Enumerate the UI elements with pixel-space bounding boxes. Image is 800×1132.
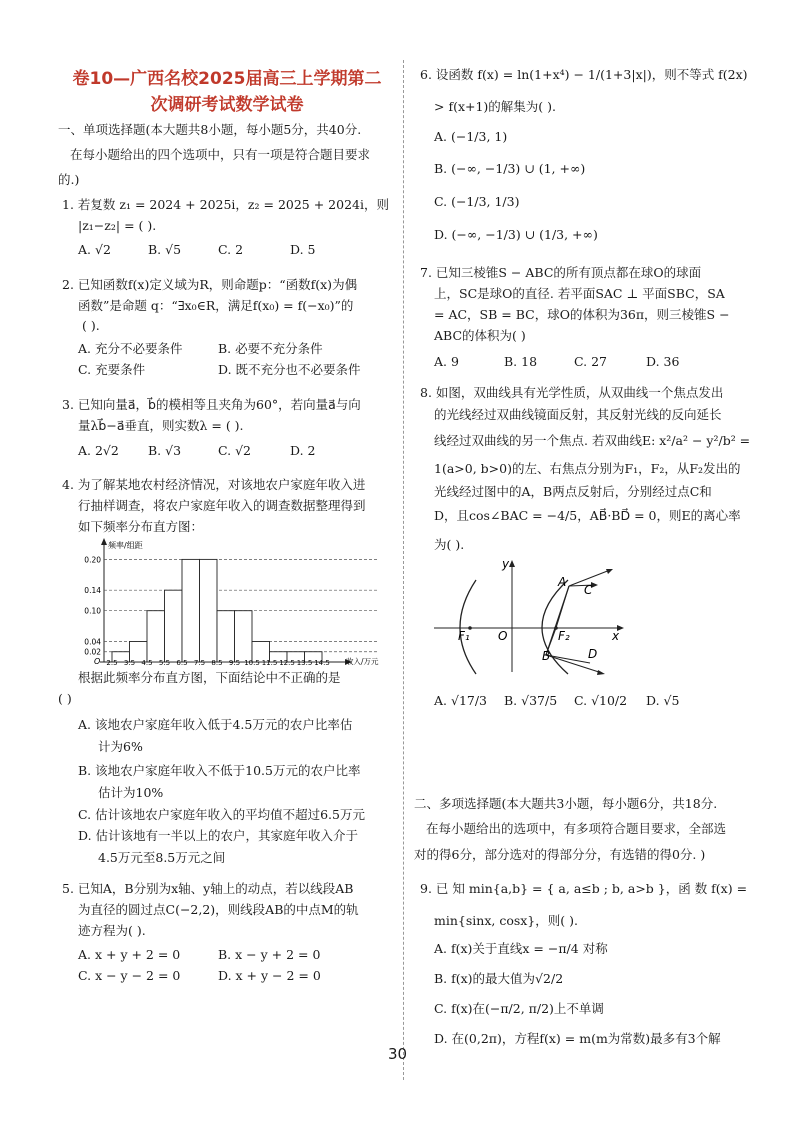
histogram-xtick-label: 6.5 [176, 659, 188, 667]
q9-stem-line1: 9. 已 知 min{a,b} = { a, a≤b ; b, a>b }，函 数 f(x) = [420, 881, 748, 896]
section2-header-line3: 对的得6分，部分选对的得部分分，有选错的得0分. ) [414, 847, 706, 862]
histogram-ytick-label: 0.14 [84, 586, 101, 596]
q8-stem-line7: 为( ). [434, 537, 465, 552]
q3-stem-line1: 3. 已知向量a⃗，b⃗的模相等且夹角为60°，若向量a⃗与向 [62, 397, 361, 412]
q8-stem-line2: 的光线经过双曲线镜面反射，其反射光线的反向延长 [434, 407, 722, 422]
q4-option-a-line2: 计为6% [98, 739, 143, 754]
section1-header-line3: 的.) [58, 172, 80, 187]
q4-stem-line1: 4. 为了解某地农村经济情况，对该地农户家庭年收入进 [62, 477, 366, 492]
q2-stem-line3: ( ). [82, 318, 100, 333]
hyperbola-figure [430, 556, 630, 676]
q5-stem-line3: 迹方程为( ). [78, 923, 146, 938]
q4-after-text: 根据此频率分布直方图，下面结论中不正确的是 [78, 670, 341, 685]
section2-header-line1: 二、多项选择题(本大题共3小题，每小题6分，共18分. [414, 796, 718, 811]
q4-answer-paren: ( ) [58, 691, 72, 706]
q8-option-d: D. √5 [646, 693, 680, 708]
q8-option-a: A. √17/3 [434, 693, 488, 708]
q3-stem-line2: 量λb⃗−a⃗垂直，则实数λ = ( ). [78, 418, 244, 433]
q5-option-b: B. x − y + 2 = 0 [218, 947, 321, 962]
histogram-xtick-label: 2.5 [106, 659, 118, 667]
q8-stem-line1: 8. 如图，双曲线具有光学性质，从双曲线一个焦点发出 [420, 385, 724, 400]
q4-option-a-line1: A. 该地农户家庭年收入低于4.5万元的农户比率估 [78, 717, 353, 732]
histogram-xtick-label: 13.5 [296, 659, 313, 667]
q5-option-c: C. x − y − 2 = 0 [78, 968, 181, 983]
q9-option-c: C. f(x)在(−π/2, π/2)上不单调 [434, 1001, 604, 1016]
q4-option-b-line1: B. 该地农户家庭年收入不低于10.5万元的农户比率 [78, 763, 361, 778]
exam-title-line1: 卷10—广西名校2025届高三上学期第二 [72, 69, 382, 89]
section1-header-line1: 一、单项选择题(本大题共8小题，每小题5分，共40分. [58, 122, 362, 137]
q9-option-a: A. f(x)关于直线x = −π/4 对称 [434, 941, 608, 956]
q4-option-d-line2: 4.5万元至8.5万元之间 [98, 850, 226, 865]
q1-stem-line1: 1. 若复数 z₁ = 2024 + 2025i，z₂ = 2025 + 2024i，则 [62, 197, 389, 212]
section1-header-line2: 在每小题给出的四个选项中，只有一项是符合题目要求 [70, 147, 371, 162]
fig-f2-label: F₂ [558, 629, 570, 643]
fig-a-label: A [558, 575, 567, 589]
q2-option-a: A. 充分不必要条件 [78, 341, 183, 356]
fig-d-label: D [588, 647, 598, 661]
histogram-xtick-label: 14.5 [314, 659, 330, 667]
q1-option-c: C. 2 [218, 242, 244, 257]
q7-option-c: C. 27 [574, 354, 607, 369]
fig-o-label: O [498, 629, 508, 643]
q6-stem-line2: > f(x+1)的解集为( ). [434, 99, 557, 114]
q2-option-b: B. 必要不充分条件 [218, 341, 323, 356]
histogram-xtick-label: 8.5 [211, 659, 223, 667]
q6-option-a: A. (−1/3, 1) [434, 129, 508, 144]
frequency-histogram [78, 536, 398, 668]
q1-stem-line2: |z₁−z₂| = ( ). [78, 218, 157, 233]
q3-option-d: D. 2 [290, 443, 316, 458]
q1-option-b: B. √5 [148, 242, 182, 257]
histogram-xtick-label: 3.5 [123, 659, 136, 667]
q5-stem-line2: 为直径的圆过点C(−2,2)，则线段AB的中点M的轨 [78, 902, 359, 917]
histogram-ytick-label: 0.10 [84, 606, 101, 616]
histogram-ytick-label: 0.20 [84, 555, 101, 565]
q2-option-c: C. 充要条件 [78, 362, 146, 377]
fig-b-label: B [542, 649, 551, 663]
q3-option-a: A. 2√2 [78, 443, 119, 458]
q5-option-d: D. x + y − 2 = 0 [218, 968, 321, 983]
histogram-xtick-label: 10.5 [244, 659, 260, 667]
histogram-bar [235, 611, 253, 662]
q3-option-c: C. √2 [218, 443, 251, 458]
q7-stem-line3: = AC，SB = BC，球O的体积为36π，则三棱锥S − [434, 307, 730, 322]
histogram-bar [182, 559, 200, 662]
q4-option-b-line2: 估计为10% [98, 785, 164, 800]
q7-stem-line4: ABC的体积为( ) [434, 328, 526, 343]
q2-option-d: D. 既不充分也不必要条件 [218, 362, 361, 377]
histogram-xtick-label: 5.5 [158, 659, 171, 667]
histogram-xtick-label: 12.5 [279, 659, 295, 667]
histogram-bar [147, 611, 165, 662]
fig-x-label: x [612, 629, 620, 643]
q9-option-d: D. 在(0,2π)，方程f(x) = m(m为常数)最多有3个解 [434, 1031, 721, 1046]
fig-y-label: y [502, 557, 510, 571]
histogram-ylabel: 频率/组距 [108, 541, 143, 550]
q4-stem-line3: 如下频率分布直方图： [78, 519, 204, 534]
q9-option-b: B. f(x)的最大值为√2/2 [434, 971, 564, 986]
histogram-bar [165, 590, 183, 662]
histogram-ytick-label: 0.02 [84, 647, 101, 657]
q6-stem-line1: 6. 设函数 f(x) = ln(1+x⁴) − 1/(1+3|x|)，则不等式 f(2x) [420, 67, 748, 82]
q2-stem-line2: 函数”是命题 q：“∃x₀∈R，满足f(x₀) = f(−x₀)”的 [78, 298, 354, 313]
q8-stem-line6: D，且cos∠BAC = −4/5，AB⃗·BD⃗ = 0，则E的离心率 [434, 508, 741, 523]
q5-stem-line1: 5. 已知A，B分别为x轴、y轴上的动点，若以线段AB [62, 881, 354, 896]
q5-option-a: A. x + y + 2 = 0 [78, 947, 181, 962]
q8-option-b: B. √37/5 [504, 693, 558, 708]
section2-header-line2: 在每小题给出的选项中，有多项符合题目要求，全部选 [426, 821, 727, 836]
histogram-origin: O [94, 657, 101, 666]
q6-option-c: C. (−1/3, 1/3) [434, 194, 520, 209]
q6-option-d: D. (−∞, −1/3) ∪ (1/3, +∞) [434, 227, 598, 242]
q7-option-b: B. 18 [504, 354, 538, 369]
q1-option-a: A. √2 [78, 242, 111, 257]
q4-stem-line2: 行抽样调查，将农户家庭年收入的调查数据整理得到 [78, 498, 366, 513]
q2-stem-line1: 2. 已知函数f(x)定义域为R，则命题p：“函数f(x)为偶 [62, 277, 358, 292]
histogram-bar [217, 611, 235, 662]
q7-stem-line2: 上，SC是球O的直径. 若平面SAC ⊥ 平面SBC，SA [434, 286, 725, 301]
fig-f1-label: F₁ [458, 629, 470, 643]
q7-stem-line1: 7. 已知三棱锥S − ABC的所有顶点都在球O的球面 [420, 265, 702, 280]
histogram-ytick-label: 0.04 [84, 637, 101, 647]
histogram-bar [200, 559, 218, 662]
q4-option-c: C. 估计该地农户家庭年收入的平均值不超过6.5万元 [78, 807, 365, 822]
q1-option-d: D. 5 [290, 242, 316, 257]
histogram-xtick-label: 7.5 [193, 659, 206, 667]
page-number: 30 [388, 1045, 408, 1063]
exam-title-line2: 次调研考试数学试卷 [150, 95, 304, 115]
q9-stem-line2: min{sinx, cosx}，则( ). [434, 913, 578, 928]
q8-stem-line4: 1(a>0, b>0)的左、右焦点分别为F₁，F₂，从F₂发出的 [434, 461, 741, 476]
q8-stem-line5: 光线经过图中的A，B两点反射后，分别经过点C和 [434, 484, 712, 499]
q8-stem-line3: 线经过双曲线的另一个焦点. 若双曲线E: x²/a² − y²/b² = [434, 433, 751, 448]
q4-option-d-line1: D. 估计该地有一半以上的农户，其家庭年收入介于 [78, 828, 359, 843]
histogram-xtick-label: 9.5 [228, 659, 241, 667]
column-divider [403, 60, 404, 1080]
histogram-xlabel: 收入/万元 [346, 657, 379, 666]
q8-option-c: C. √10/2 [574, 693, 628, 708]
q3-option-b: B. √3 [148, 443, 182, 458]
q7-option-d: D. 36 [646, 354, 680, 369]
histogram-xtick-label: 4.5 [141, 659, 153, 667]
q7-option-a: A. 9 [434, 354, 459, 369]
fig-c-label: C [584, 583, 593, 597]
q6-option-b: B. (−∞, −1/3) ∪ (1, +∞) [434, 161, 586, 176]
histogram-xtick-label: 11.5 [261, 659, 278, 667]
